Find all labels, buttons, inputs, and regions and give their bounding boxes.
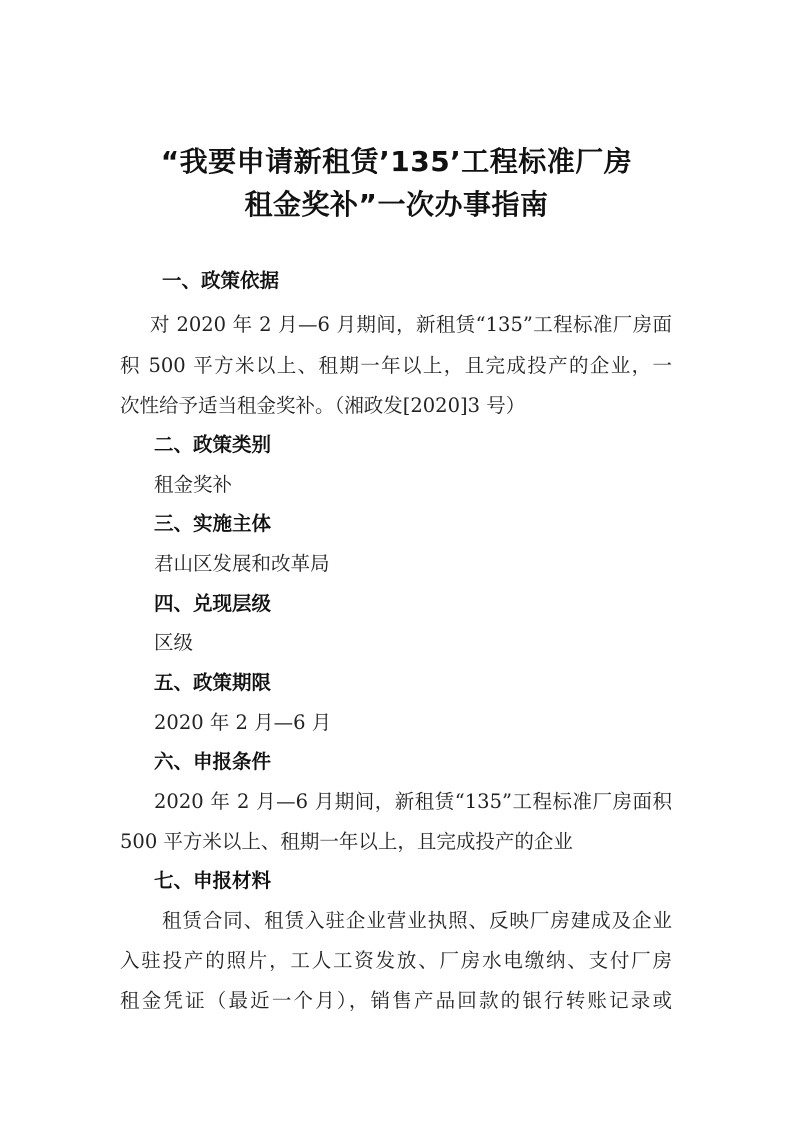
application-materials-line-1: 租赁合同、租赁入驻企业营业执照、反映厂房建成及企业 xyxy=(162,909,672,932)
policy-basis-line-2: 积 500 平方米以上、租期一年以上，且完成投产的企业，一 xyxy=(120,354,672,377)
fulfillment-level-value: 区级 xyxy=(154,631,194,654)
section-heading-fulfillment-level: 四、兑现层级 xyxy=(154,592,272,615)
application-conditions-line-2: 500 平方米以上、租期一年以上，且完成投产的企业 xyxy=(120,830,573,853)
implementing-body-value: 君山区发展和改革局 xyxy=(154,552,330,575)
application-conditions-line-1: 2020 年 2 月—6 月期间，新租赁“135”工程标准厂房面积 xyxy=(154,790,672,813)
policy-period-value: 2020 年 2 月—6 月 xyxy=(154,711,332,734)
application-materials-line-2: 入驻投产的照片，工人工资发放、厂房水电缴纳、支付厂房 xyxy=(120,949,672,972)
section-heading-application-conditions: 六、申报条件 xyxy=(154,750,272,773)
document-title-line-2: 租金奖补”一次办事指南 xyxy=(244,188,549,221)
policy-basis-line-3: 次性给予适当租金奖补。（湘政发[2020]3 号） xyxy=(120,394,526,417)
section-heading-application-materials: 七、申报材料 xyxy=(154,869,272,892)
document-title-line-1: “我要申请新租赁’135’工程标准厂房 xyxy=(160,145,633,178)
section-heading-policy-period: 五、政策期限 xyxy=(154,671,272,694)
policy-basis-line-1: 对 2020 年 2 月—6 月期间，新租赁“135”工程标准厂房面 xyxy=(150,313,672,336)
policy-category-value: 租金奖补 xyxy=(154,473,233,496)
application-materials-line-3: 租金凭证（最近一个月），销售产品回款的银行转账记录或 xyxy=(120,989,672,1012)
section-heading-policy-category: 二、政策类别 xyxy=(154,433,272,456)
section-heading-implementing-body: 三、实施主体 xyxy=(154,512,272,535)
section-heading-policy-basis: 一、政策依据 xyxy=(162,269,280,292)
